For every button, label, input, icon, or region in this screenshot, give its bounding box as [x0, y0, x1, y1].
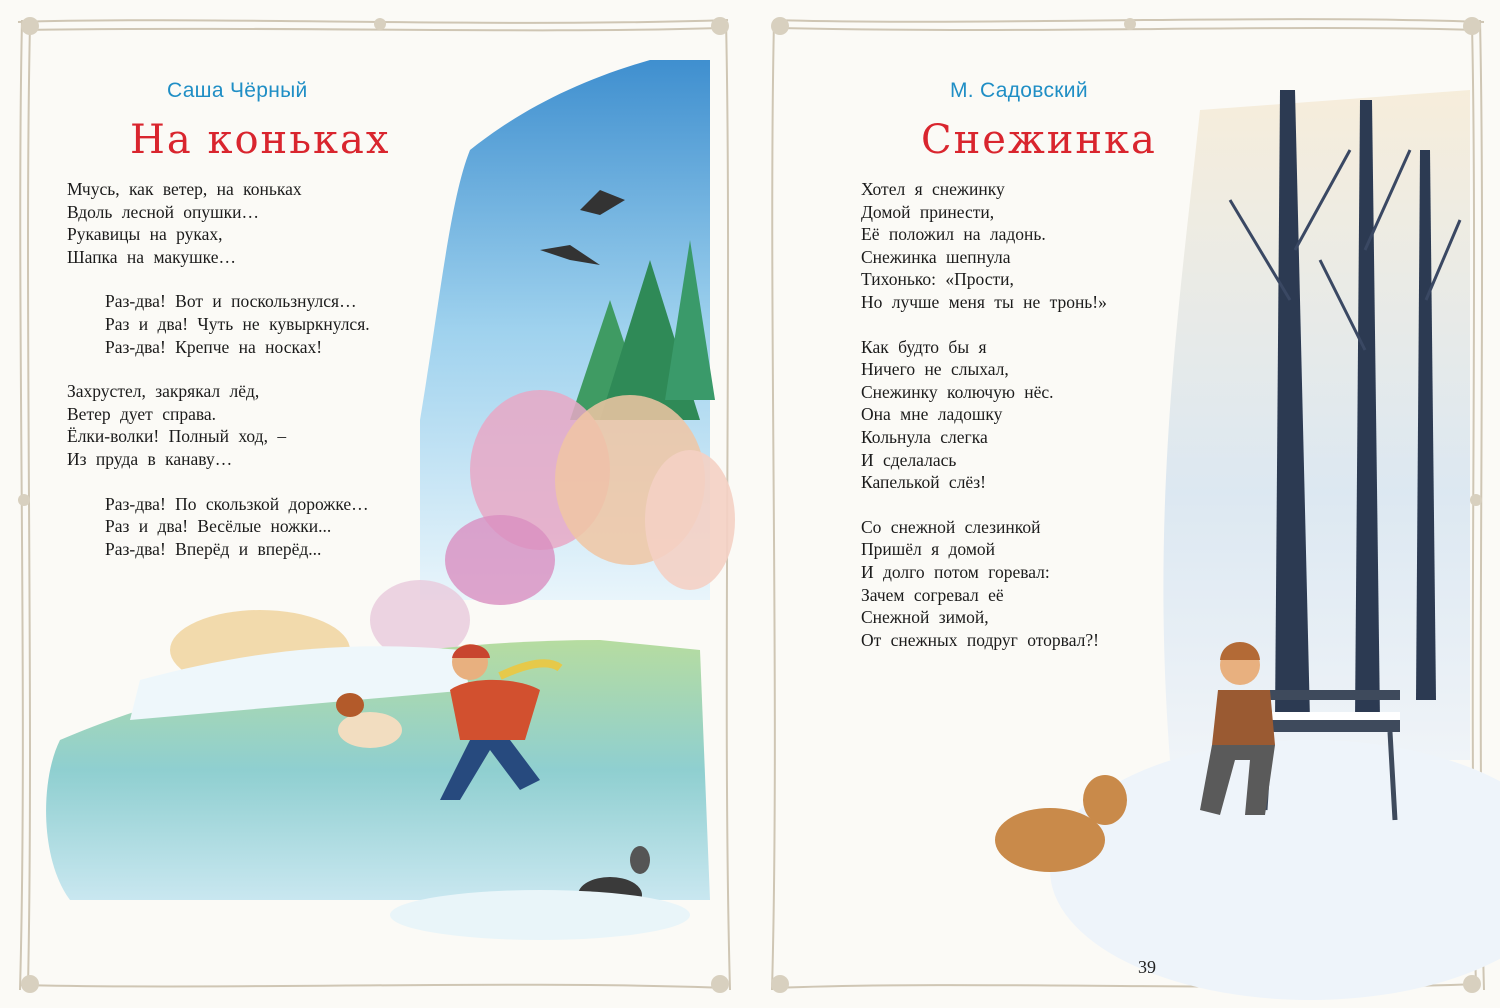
- stanza-4: [67, 493, 370, 561]
- stanza-3: [861, 516, 1107, 652]
- poem-line: Раз и два! Весёлые ножки...: [105, 516, 332, 537]
- poem-line: От снежных подруг оторвал?!: [861, 629, 1099, 650]
- poem-line: Раз и два! Чуть не кувыркнулся.: [105, 313, 370, 334]
- poem-line: Раз-два! По скользкой дорожке…: [105, 493, 369, 514]
- right-page: [750, 0, 1500, 1008]
- poem-line: Тихонько: «Прости,: [861, 269, 1014, 290]
- poem-line: И сделалась: [861, 449, 957, 470]
- poem-title: Снежинка: [921, 117, 1157, 163]
- stanza-2: [861, 336, 1107, 494]
- poem-line: Вдоль лесной опушки…: [67, 201, 260, 222]
- poem-line: Хотел я снежинку: [861, 179, 1005, 199]
- poem-line: Домой принести,: [861, 201, 995, 222]
- poem-line: Пришёл я домой: [861, 539, 996, 560]
- poem-line: Как будто бы я: [861, 336, 987, 357]
- poem-line: Ветер дует справа.: [67, 403, 217, 424]
- poem-line: Ничего не слыхал,: [861, 359, 1009, 380]
- poem-line: Снежинку колючую нёс.: [861, 381, 1054, 402]
- poem-line: Зачем согревал её: [861, 584, 1004, 605]
- poem-line: Её положил на ладонь.: [861, 224, 1046, 245]
- poem-line: Захрустел, закрякал лёд,: [67, 381, 260, 402]
- poem-line: Она мне ладошку: [861, 404, 1003, 425]
- poem-line: И долго потом горевал:: [861, 561, 1050, 582]
- poem-body: [67, 178, 370, 560]
- poem-line: Ёлки-волки! Полный ход, –: [67, 426, 287, 447]
- snow-drift: [390, 890, 690, 940]
- poem-line: Шапка на макушке…: [67, 246, 236, 267]
- poem-line: Капелькой слёз!: [861, 472, 986, 493]
- stanza-1: [861, 178, 1107, 314]
- poem-line: Раз-два! Крепче на носках!: [105, 336, 323, 357]
- author-name: Саша Чёрный: [167, 79, 308, 102]
- poem-line: Раз-два! Вперёд и вперёд...: [105, 538, 322, 559]
- poem-line: Кольнула слегка: [861, 426, 988, 447]
- poem-line: Со снежной слезинкой: [861, 516, 1041, 537]
- poem-title: На коньках: [130, 117, 391, 163]
- author-name: М. Садовский: [950, 79, 1088, 102]
- poem-line: Снежной зимой,: [861, 607, 989, 628]
- poem-line: Раз-два! Вот и поскользнулся…: [105, 291, 357, 312]
- poem-line: Снежинка шепнула: [861, 246, 1011, 267]
- stanza-3: [67, 380, 370, 470]
- stanza-2: [67, 290, 370, 358]
- poem-line: Но лучше меня ты не тронь!»: [861, 291, 1107, 312]
- poem-line: Из пруда в канаву…: [67, 448, 233, 469]
- poem-line: Рукавицы на руках,: [67, 224, 223, 245]
- page-number: 39: [1138, 957, 1156, 977]
- poem-body: [861, 178, 1107, 651]
- poem-line: Мчусь, как ветер, на коньках: [67, 179, 302, 199]
- stanza-1: [67, 178, 370, 268]
- snow-ground: [1050, 740, 1500, 1000]
